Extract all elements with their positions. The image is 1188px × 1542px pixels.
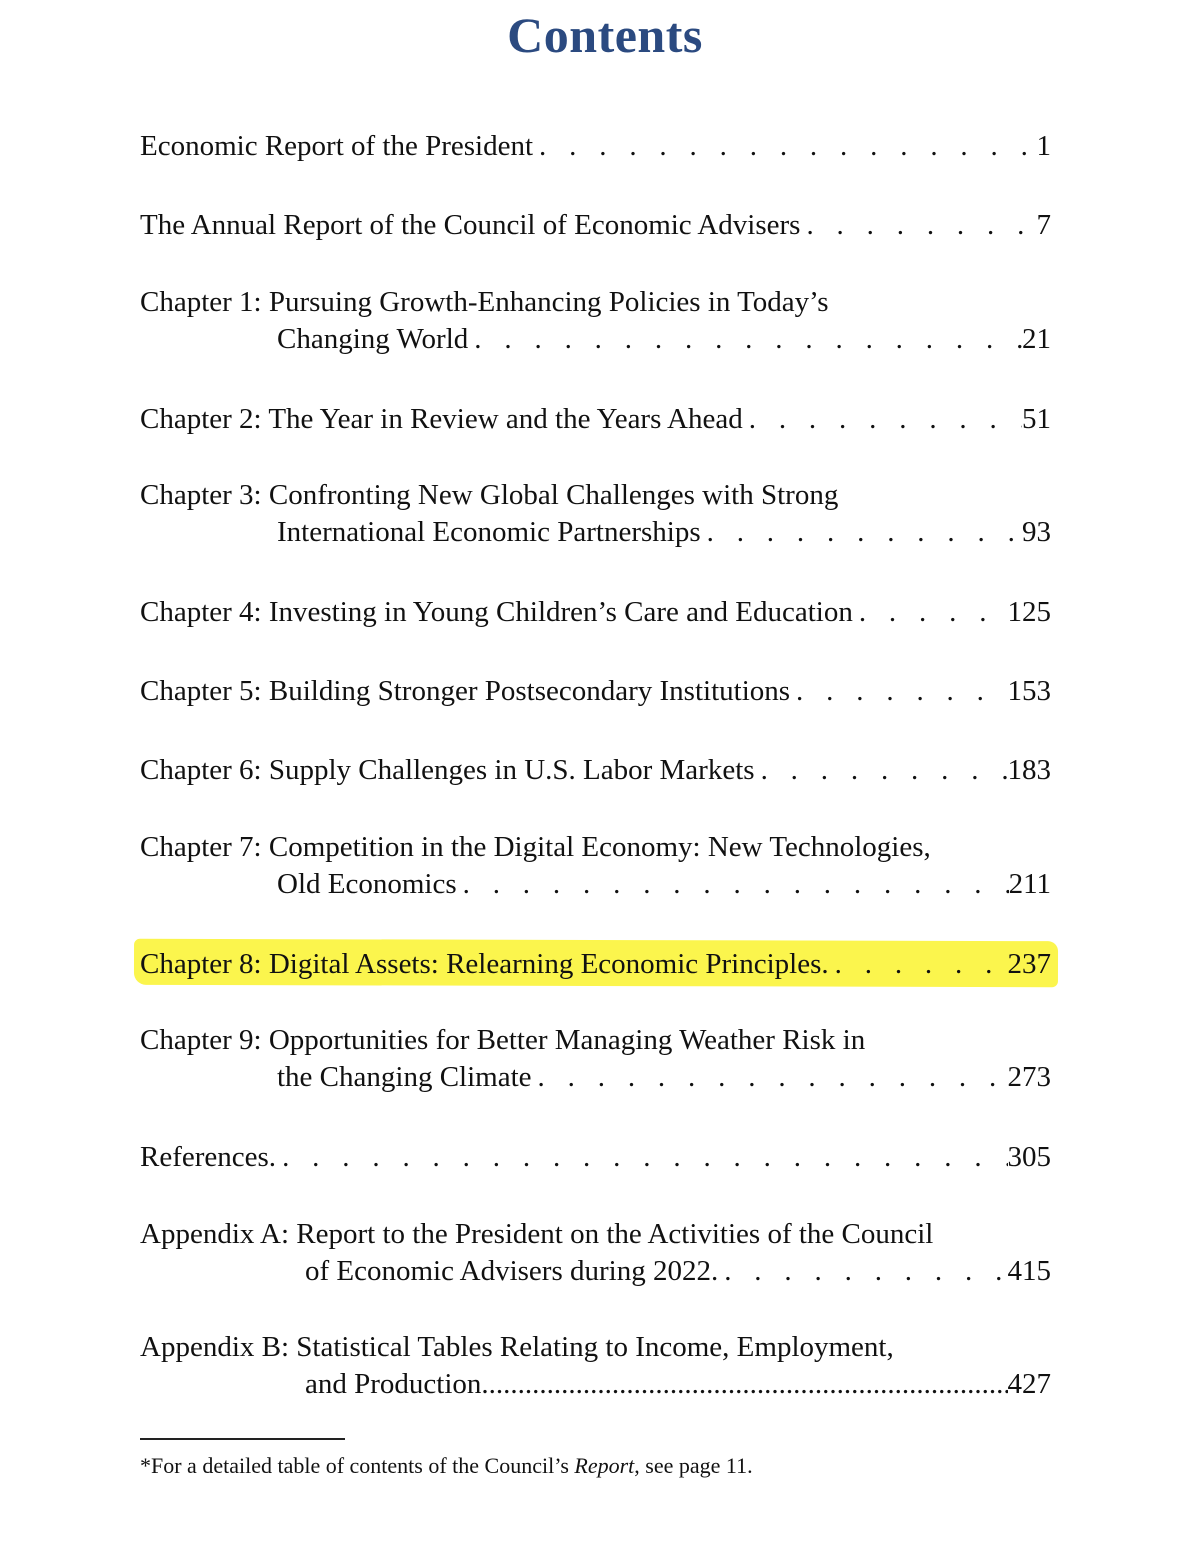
toc-page-number: 51 xyxy=(1022,403,1051,435)
toc-entry-annual-report[interactable] xyxy=(140,207,1051,244)
toc-page-number: 7 xyxy=(1036,209,1051,241)
toc-entry-chapter-8[interactable] xyxy=(140,946,1051,983)
footnote-text-end: , see page 11. xyxy=(634,1453,753,1478)
toc-entry-appendix-a[interactable] xyxy=(140,1216,1051,1290)
toc-entry-title-continued: and Production xyxy=(305,1368,482,1400)
toc-entry-title: Chapter 7: Competition in the Digital Economy: New Technologies, xyxy=(140,831,931,863)
toc-page-number: 125 xyxy=(1007,596,1051,628)
toc-page-number: 415 xyxy=(1007,1255,1051,1287)
toc-entry-title: The Annual Report of the Council of Economic Advisers xyxy=(140,209,801,241)
toc-entry-title-continued: Old Economics xyxy=(277,868,457,900)
toc-entry-title: Economic Report of the President xyxy=(140,130,534,162)
toc-entry-chapter-4[interactable] xyxy=(140,594,1051,631)
dot-leader xyxy=(468,321,1022,358)
toc-entry-chapter-9[interactable] xyxy=(140,1022,1051,1096)
footnote-rule xyxy=(140,1438,345,1440)
footnote-italic-text: Report xyxy=(574,1453,635,1478)
toc-entry-title: References. xyxy=(140,1141,277,1173)
toc-entry-title: Appendix B: Statistical Tables Relating to Income, Employment, xyxy=(140,1331,894,1363)
toc-entry-chapter-5[interactable] xyxy=(140,673,1051,710)
toc-page-number: 427 xyxy=(1007,1368,1051,1400)
toc-page-number: 237 xyxy=(1007,948,1051,980)
toc-entry-title: Chapter 2: The Year in Review and the Years Ahead xyxy=(140,403,743,435)
toc-page-number: 1 xyxy=(1036,130,1051,162)
toc-entry-title: Chapter 3: Confronting New Global Challenges with Strong xyxy=(140,479,839,511)
toc-entry-references[interactable] xyxy=(140,1139,1051,1176)
toc-page-number: 21 xyxy=(1022,323,1051,355)
dot-leader xyxy=(533,128,1036,165)
toc-entry-title: Chapter 5: Building Stronger Postsecondary Institutions xyxy=(140,675,791,707)
toc-entry-title-continued: Changing World xyxy=(277,323,469,355)
dot-leader xyxy=(481,1366,1007,1403)
dot-leader xyxy=(743,401,1022,438)
toc-entry-title: Chapter 9: Opportunities for Better Managing Weather Risk in xyxy=(140,1024,866,1056)
toc-entry-economic-report[interactable] xyxy=(140,128,1051,165)
toc-entry-chapter-3[interactable] xyxy=(140,477,1051,551)
footnote-text: *For a detailed table of contents of the Council’s xyxy=(140,1453,575,1478)
toc-entry-title: Chapter 8: Digital Assets: Relearning Economic Principles. xyxy=(140,948,829,980)
toc-entry-title: Chapter 1: Pursuing Growth-Enhancing Policies in Today’s xyxy=(140,286,829,318)
toc-page-number: 211 xyxy=(1008,868,1051,900)
dot-leader xyxy=(853,594,1008,631)
dot-leader xyxy=(755,752,1008,789)
toc-page-number: 93 xyxy=(1022,516,1051,548)
toc-entry-title-continued: of Economic Advisers during 2022. xyxy=(305,1255,719,1287)
dot-leader xyxy=(800,207,1036,244)
toc-entry-title: Chapter 6: Supply Challenges in U.S. Labor Markets xyxy=(140,754,755,786)
toc-entry-appendix-b[interactable] xyxy=(140,1329,1051,1403)
page-title: Contents xyxy=(507,7,703,63)
toc-entry-chapter-7[interactable] xyxy=(140,829,1051,903)
toc-entry-chapter-1[interactable] xyxy=(140,284,1051,358)
toc-page-number: 305 xyxy=(1007,1141,1051,1173)
dot-leader xyxy=(718,1253,1007,1290)
toc-page-number: 273 xyxy=(1007,1061,1051,1093)
dot-leader xyxy=(457,866,1009,903)
dot-leader xyxy=(701,514,1022,551)
dot-leader xyxy=(532,1059,1008,1096)
dot-leader xyxy=(829,946,1008,983)
toc-entry-title-continued: the Changing Climate xyxy=(277,1061,532,1093)
dot-leader xyxy=(276,1139,1007,1176)
toc-entry-chapter-2[interactable] xyxy=(140,401,1051,438)
footnote xyxy=(140,1451,753,1481)
toc-entry-title-continued: International Economic Partnerships xyxy=(277,516,701,548)
toc-entry-chapter-6[interactable] xyxy=(140,752,1051,789)
toc-page-number: 153 xyxy=(1007,675,1051,707)
toc-entry-title: Appendix A: Report to the President on the Activities of the Council xyxy=(140,1218,934,1250)
toc-entry-title: Chapter 4: Investing in Young Children’s Care and Education xyxy=(140,596,853,628)
toc-page-number: 183 xyxy=(1007,754,1051,786)
dot-leader xyxy=(790,673,1007,710)
